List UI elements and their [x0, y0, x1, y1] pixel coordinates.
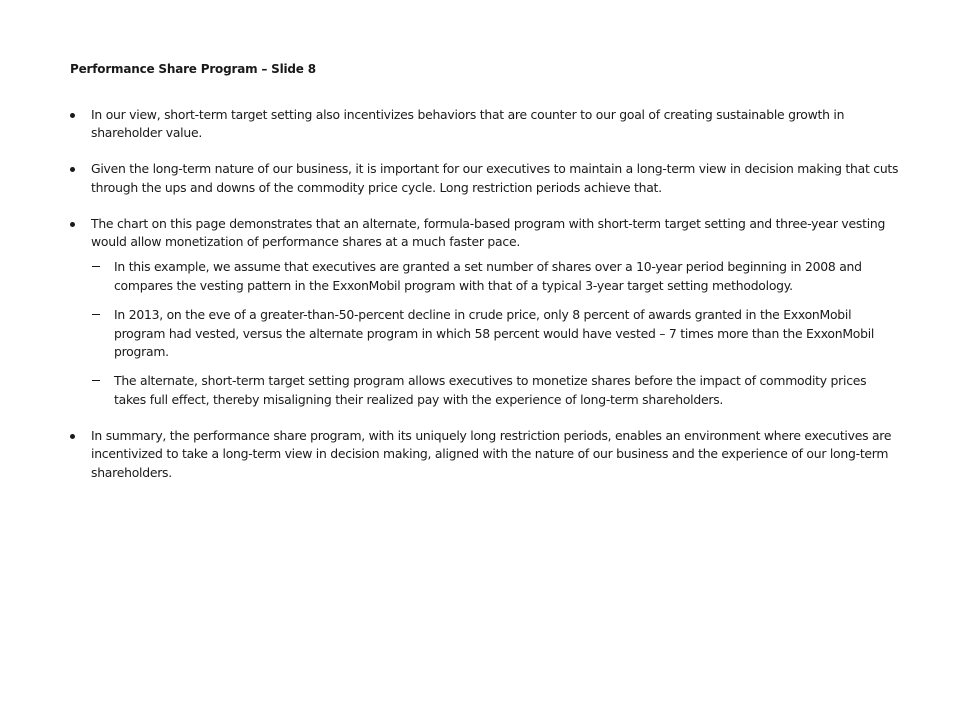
sub-bullet-text: In this example, we assume that executives are granted a set number of shares over a 10-year period beginning in 2008 and compares the vesting pattern in the ExxonMobil program with that of a typical 3-year target setting methodology.	[114, 259, 862, 293]
bullet-item	[70, 160, 900, 197]
bullet-text: In our view, short-term target setting also incentivizes behaviors that are counter to our goal of creating sustainable growth in shareholder value.	[91, 107, 845, 141]
bullet-list	[70, 106, 900, 500]
dash-icon	[92, 380, 100, 381]
sub-bullet-text: In 2013, on the eve of a greater-than-50-percent decline in crude price, only 8 percent of awards granted in the ExxonMobil program had vested, versus the alternate program in which 58 percent would have vested – 7 times more than the ExxonMobil program.	[114, 307, 875, 360]
bullet-dot-icon	[70, 434, 75, 439]
bullet-item	[70, 427, 900, 482]
sub-bullet-text: The alternate, short-term target setting program allows executives to monetize shares before the impact of commodity prices takes full effect, thereby misaligning their realized pay with the experience of long-term shareholders.	[114, 373, 867, 407]
dash-icon	[92, 266, 100, 267]
bullet-text: The chart on this page demonstrates that an alternate, formula-based program with short-term target setting and three-year vesting would allow monetization of performance shares at a much faster pace.	[91, 215, 886, 250]
bullet-item	[70, 106, 900, 143]
sub-bullet-item	[91, 258, 900, 295]
sub-bullet-list	[91, 258, 900, 409]
bullet-text: In summary, the performance share program, with its uniquely long restriction periods, enables an environment where executives are incentivized to take a long-term view in decision making, aligned with the nature of our business and the experience of our long-term shareholders.	[91, 427, 892, 480]
sub-bullet-item	[91, 306, 900, 361]
bullet-dot-icon	[70, 167, 75, 172]
dash-icon	[92, 314, 100, 315]
bullet-dot-icon	[70, 113, 75, 118]
bullet-item	[70, 215, 900, 410]
bullet-dot-icon	[70, 222, 75, 227]
bullet-text: Given the long-term nature of our business, it is important for our executives to maintain a long-term view in decision making that cuts through the ups and downs of the commodity price cycle. Long restriction periods achieve that.	[91, 161, 899, 195]
sub-bullet-item	[91, 372, 900, 409]
slide-title: Performance Share Program – Slide 8	[70, 62, 316, 76]
